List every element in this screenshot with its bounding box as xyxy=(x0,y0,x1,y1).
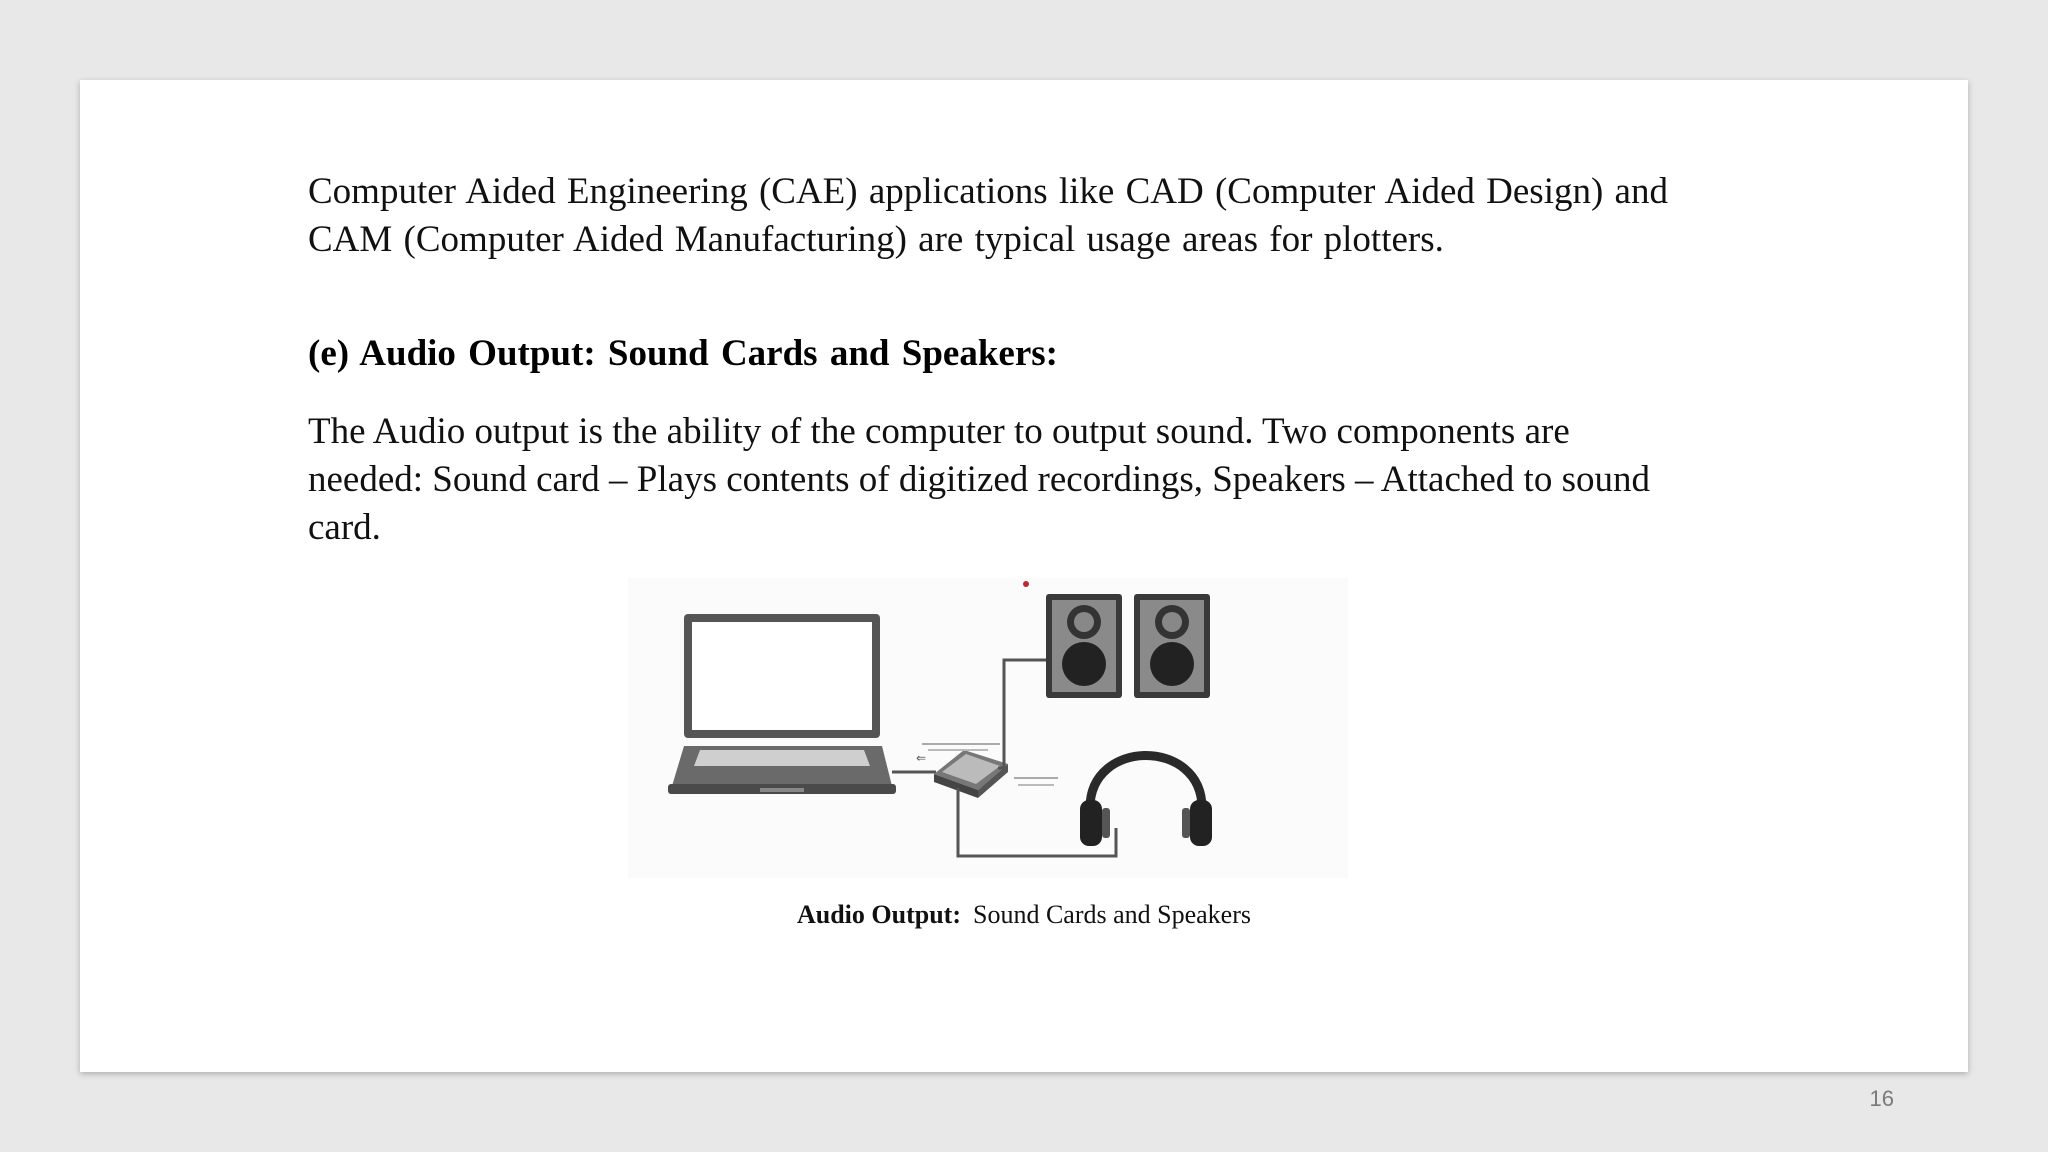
paragraph-cae: Computer Aided Engineering (CAE) applications like CAD (Computer Aided Design) and CAM (Computer Aided Manufacturing) are typical usage areas for plotters. xyxy=(308,171,1668,260)
svg-text:⇐: ⇐ xyxy=(916,751,927,765)
caption-bold: Audio Output: xyxy=(796,900,961,929)
paragraph-audio-output: The Audio output is the ability of the computer to output sound. Two components are needed: Sound card – Plays contents of digitized recordings, Speakers – Attached to sound card. xyxy=(308,411,1650,548)
section-heading: (e) Audio Output: Sound Cards and Speakers: xyxy=(308,333,1058,374)
caption-text: Sound Cards and Speakers xyxy=(972,900,1251,929)
slide xyxy=(80,80,1968,1072)
laptop-icon xyxy=(668,614,896,794)
audio-output-figure xyxy=(628,578,1348,878)
figure-caption xyxy=(80,900,1968,930)
page-number: 16 xyxy=(1869,1086,1894,1111)
